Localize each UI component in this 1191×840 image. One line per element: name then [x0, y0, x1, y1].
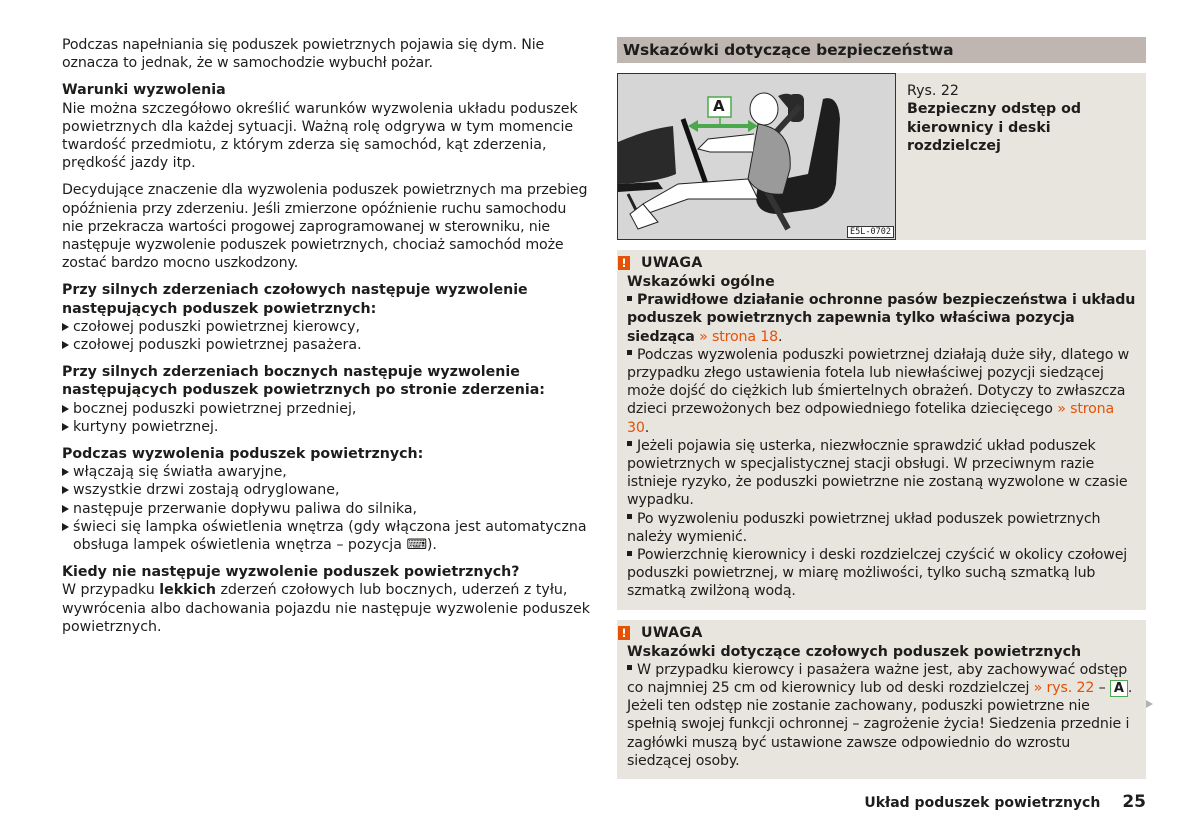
- triangle-bullet-icon: [62, 323, 69, 331]
- triangle-bullet-icon: [62, 523, 69, 531]
- square-bullet-icon: [627, 350, 632, 355]
- warning-header: [618, 253, 1136, 273]
- driver-seating-illustration-icon: [618, 74, 896, 240]
- list-item: świeci się lampka oświetlenia wnętrza (gdy włączona jest automatyczna obsługa lampek oświetlenia wnętrza – pozycja ⌨).: [62, 518, 590, 554]
- left-column: [62, 36, 590, 645]
- list-item: następuje przerwanie dopływu paliwa do silnika,: [62, 500, 590, 518]
- square-bullet-icon: [627, 296, 632, 301]
- warning-box-frontal: [617, 620, 1146, 779]
- side-list: [62, 400, 590, 436]
- list-item: wszystkie drzwi zostają odryglowane,: [62, 481, 590, 499]
- warning-header: [618, 623, 1136, 643]
- figure-number: Rys. 22: [907, 83, 959, 99]
- list-item: czołowej poduszki powietrznej kierowcy,: [62, 318, 590, 336]
- decisive-paragraph: Decydujące znaczenie dla wyzwolenia poduszek powietrznych ma przebieg opóźnienia przy zderzeniu. Jeśli zmierzone opóźnienie ruchu samochodu nie przekracza wartości progowej zaprogramowanej w sterowniku, nie następuje wyzwolenie poduszek powietrznych, chociaż samochód może zostać bardzo mocno uszkodzony.: [62, 182, 588, 272]
- triangle-bullet-icon: [62, 341, 69, 349]
- during-section: [62, 445, 590, 554]
- exclamation-icon: !: [618, 626, 630, 640]
- warning-box-general: [617, 250, 1146, 610]
- square-bullet-icon: [627, 441, 632, 446]
- figure-illustration: [617, 73, 896, 240]
- warning-label: UWAGA: [641, 624, 703, 641]
- figure-link[interactable]: » rys. 22: [1033, 680, 1095, 697]
- warning-item: Prawidłowe działanie ochronne pasów bezpieczeństwa i układu poduszek powietrznych zapewnia tylko właściwa pozycja siedząca » strona 18.: [627, 292, 1136, 345]
- page-link[interactable]: » strona 30: [627, 401, 1115, 436]
- square-bullet-icon: [627, 514, 632, 519]
- frontal-list: [62, 318, 590, 354]
- frontal-heading: Przy silnych zderzeniach czołowych następuje wyzwolenie następujących poduszek powietrznych:: [62, 282, 528, 317]
- warning-item: Powierzchnię kierownicy i deski rozdzielczej czyścić w okolicy czołowej poduszki powietrznej, w miarę możliwości, tylko suchą szmatką lub szmatką zwilżoną wodą.: [627, 547, 1128, 600]
- triangle-bullet-icon: [62, 423, 69, 431]
- triangle-bullet-icon: [62, 505, 69, 513]
- warning-item: Podczas wyzwolenia poduszki powietrznej działają duże siły, dlatego w przypadku złego ustawienia fotela lub niewłaściwej pozycji siedzącej może dojść do ciężkich lub śmiertelnych obrażeń. Dotyczy to zwłaszcza dzieci przewożonych bez odpowiedniego fotelika dziecięcego » strona 30.: [627, 346, 1130, 436]
- warning-subheading: Wskazówki dotyczące czołowych poduszek powietrznych: [627, 643, 1082, 660]
- figure-box: [617, 73, 1146, 240]
- list-item: czołowej poduszki powietrznej pasażera.: [62, 336, 590, 354]
- not-triggered-text: W przypadku lekkich zderzeń czołowych lub bocznych, uderzeń z tyłu, wywrócenia albo dachowania pojazdu nie następuje wyzwolenie poduszek powietrznych.: [62, 582, 590, 635]
- warning-label: UWAGA: [641, 254, 703, 271]
- frontal-section: [62, 281, 590, 354]
- warning-subheading: Wskazówki ogólne: [627, 274, 775, 290]
- page-footer: [864, 793, 1146, 812]
- intro-paragraph: Podczas napełniania się poduszek powietrznych pojawia się dym. Nie oznacza to jednak, że w samochodzie wybuchł pożar.: [62, 37, 545, 72]
- exclamation-icon: !: [618, 256, 630, 270]
- figure-code: E5L-0702: [847, 226, 894, 238]
- not-triggered-heading: Kiedy nie następuje wyzwolenie poduszek powietrznych?: [62, 564, 520, 581]
- triangle-bullet-icon: [62, 468, 69, 476]
- section-title: Wskazówki dotyczące bezpieczeństwa: [617, 37, 1146, 63]
- warning-item: W przypadku kierowcy i pasażera ważne jest, aby zachowywać odstęp co najmniej 25 cm od kierownicy lub od deski rozdzielczej » rys. 22 – A . Jeżeli ten odstęp nie zostanie zachowany, poduszki powietrzne nie spełnią swojej funkcji ochronnej – zagrożenie życia! Siedzenia przednie i zagłówki muszą być ustawione zawsze odpowiednio do wzrostu siedzącej osoby.: [627, 661, 1133, 769]
- figure-label-a: A: [713, 97, 725, 115]
- list-item: włączają się światła awaryjne,: [62, 463, 590, 481]
- figure-caption: [907, 82, 1142, 156]
- page-link[interactable]: » strona 18: [699, 328, 779, 345]
- figure-title: Bezpieczny odstęp od kierownicy i deski rozdzielczej: [907, 101, 1082, 155]
- side-heading: Przy silnych zderzeniach bocznych następuje wyzwolenie następujących poduszek powietrznych po stronie zderzenia:: [62, 364, 545, 399]
- page-number: 25: [1122, 792, 1146, 812]
- warning-item: Po wyzwoleniu poduszki powietrznej układ poduszek powietrznych należy wymienić.: [627, 510, 1101, 545]
- chapter-title: Układ poduszek powietrznych: [864, 795, 1101, 811]
- triangle-bullet-icon: [62, 405, 69, 413]
- right-column: [617, 37, 1146, 779]
- not-triggered-section: [62, 563, 590, 636]
- conditions-section: [62, 81, 590, 172]
- warning-item: Jeżeli pojawia się usterka, niezwłocznie sprawdzić układ poduszek powietrznych w specjalistycznej stacji obsługi. W przeciwnym razie istnieje ryzyko, że poduszki powietrzne nie zostaną wyzwolone w czasie wypadku.: [627, 437, 1128, 509]
- during-heading: Podczas wyzwolenia poduszek powietrznych:: [62, 446, 424, 463]
- side-section: [62, 363, 590, 436]
- list-item: bocznej poduszki powietrznej przedniej,: [62, 400, 590, 418]
- list-item: kurtyny powietrznej.: [62, 418, 590, 436]
- square-bullet-icon: [627, 665, 632, 670]
- label-a-box: A: [1110, 680, 1128, 697]
- continue-arrow-icon: [1146, 700, 1153, 708]
- conditions-text: Nie można szczegółowo określić warunków wyzwolenia układu poduszek powietrznych dla każdej sytuacji. Ważną rolę odgrywa w tym momencie twardość przedmiotu, z którym zderza się samochód, kąt zderzenia, prędkość jazdy itp.: [62, 100, 578, 172]
- triangle-bullet-icon: [62, 486, 69, 494]
- square-bullet-icon: [627, 551, 632, 556]
- during-list: [62, 463, 590, 554]
- conditions-heading: Warunki wyzwolenia: [62, 82, 226, 99]
